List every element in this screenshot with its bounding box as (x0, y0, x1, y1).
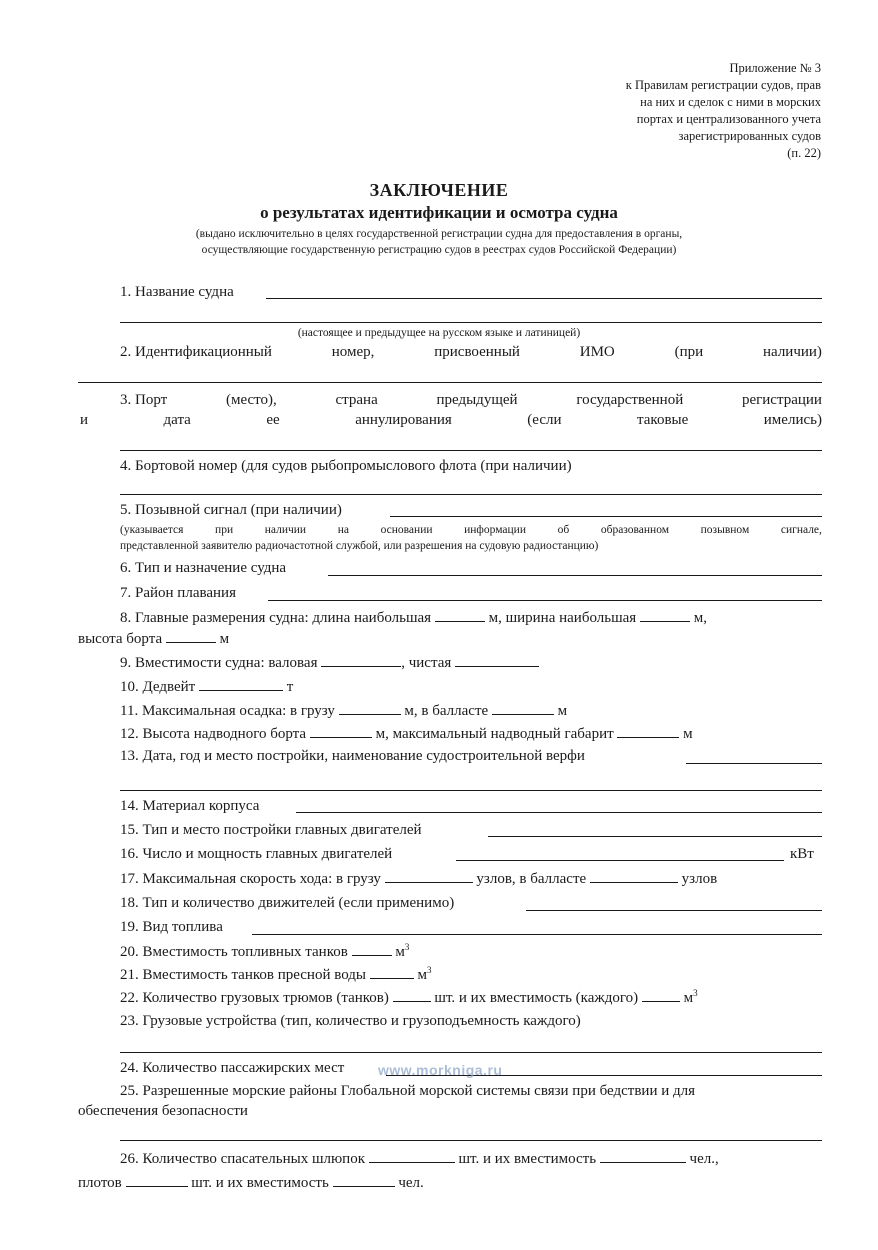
field-1-input[interactable] (266, 298, 822, 299)
field-23-input[interactable] (120, 1052, 822, 1053)
appendix-line: на них и сделок с ними в морских (640, 95, 821, 109)
field-12-unit: м (683, 726, 693, 742)
rafts-count-input[interactable] (126, 1172, 188, 1187)
word: номер, (331, 344, 375, 360)
field-4-label: 4. Бортовой номер (для судов рыбопромыслового флота (при наличии) (120, 458, 572, 474)
field-2-input[interactable] (78, 382, 822, 383)
field-18-label: 18. Тип и количество движителей (если применимо) (120, 895, 455, 911)
field-5-input[interactable] (390, 516, 822, 517)
field-1-hint: (настоящее и предыдущее на русском языке и латиницей) (297, 327, 581, 339)
field-9-sep: , чистая (401, 655, 452, 671)
field-8-label: 8. Главные размерения судна: длина наибольшая (120, 610, 432, 626)
word: (при (674, 344, 704, 360)
word: аннулирования (355, 412, 452, 428)
exponent: 3 (693, 988, 698, 998)
word: наличии (264, 524, 307, 536)
field-19-input[interactable] (252, 934, 822, 935)
speed-loaded-input[interactable] (385, 868, 473, 883)
air-draft-input[interactable] (617, 723, 679, 738)
field-7-input[interactable] (268, 600, 822, 601)
freeboard-input[interactable] (310, 723, 372, 738)
field-13-label: 13. Дата, год и место постройки, наименование судостроительной верфи (120, 748, 585, 764)
field-13-input[interactable] (686, 763, 822, 764)
field-26-unit: чел. (398, 1175, 424, 1191)
field-9 (120, 652, 539, 673)
field-5-label: 5. Позывной сигнал (при наличии) (120, 502, 342, 518)
word: регистрации (741, 392, 822, 408)
word: образованном (600, 524, 670, 536)
freshwater-tanks-input[interactable] (370, 964, 414, 979)
field-15-input[interactable] (488, 836, 822, 837)
field-2-label (120, 342, 822, 362)
field-17-unit: узлов, в балласте (476, 871, 587, 887)
word: имелись) (763, 412, 822, 428)
watermark: www.morkniga.ru (378, 1062, 503, 1078)
field-12-unit: м, максимальный надводный габарит (375, 726, 614, 742)
word: (если (527, 412, 562, 428)
exponent: 3 (427, 965, 432, 975)
field-21-label: 21. Вместимость танков пресной воды (120, 967, 366, 983)
field-11-unit: м (557, 703, 568, 719)
field-8-unit: м, (693, 610, 707, 626)
field-5-hint-line2: представленной заявителю радиочастотной службой, или разрешения на судовую радиостанцию) (120, 540, 599, 552)
field-6-label: 6. Тип и назначение судна (120, 560, 287, 576)
field-12 (120, 723, 693, 744)
field-25-input[interactable] (120, 1140, 822, 1141)
fuel-tanks-input[interactable] (352, 941, 392, 956)
field-8-unit: м (219, 631, 230, 647)
field-22 (120, 987, 698, 1008)
net-tonnage-input[interactable] (455, 652, 539, 667)
field-26-unit: чел., (689, 1151, 719, 1167)
field-10 (120, 676, 293, 697)
note-line: осуществляющие государственную регистрацию судов в реестрах судов Российской Федерации) (201, 244, 677, 256)
note-line: (выдано исключительно в целях государственной регистрации судна для предоставления в органы, (195, 228, 683, 240)
word: дата (163, 412, 191, 428)
field-26-line1 (120, 1148, 719, 1169)
appendix-line: портах и централизованного учета (636, 112, 821, 126)
field-1-input-line2[interactable] (120, 322, 822, 323)
word: 2. Идентификационный (120, 344, 272, 360)
field-21 (120, 964, 432, 985)
appendix-line: Приложение № 3 (729, 61, 821, 75)
gross-tonnage-input[interactable] (321, 652, 401, 667)
exponent: 3 (404, 942, 410, 952)
field-16-input[interactable] (456, 860, 784, 861)
field-3-label-line1 (120, 390, 822, 410)
word: информации (464, 524, 526, 536)
field-22-label: 22. Количество грузовых трюмов (танков) (120, 990, 389, 1006)
field-11-unit: м, в балласте (404, 703, 489, 719)
word: сигнале, (780, 524, 822, 536)
word: присвоенный (434, 344, 520, 360)
field-20-label: 20. Вместимость топливных танков (120, 944, 348, 960)
field-8-line2 (78, 628, 229, 649)
field-15-label: 15. Тип и место постройки главных двигателей (120, 822, 422, 838)
field-5-hint-line1 (120, 522, 822, 538)
field-3-label-line2 (80, 410, 822, 430)
height-input[interactable] (166, 628, 216, 643)
holds-capacity-input[interactable] (642, 987, 680, 1002)
word: предыдущей (436, 392, 518, 408)
field-11 (120, 700, 567, 721)
field-16-unit: кВт (790, 846, 814, 862)
word: позывном (700, 524, 750, 536)
field-17-label: 17. Максимальная скорость хода: в грузу (120, 871, 381, 887)
field-10-unit: т (286, 679, 294, 695)
field-26-label: 26. Количество спасательных шлюпок (120, 1151, 365, 1167)
appendix-reference (626, 60, 821, 162)
word: ее (266, 412, 280, 428)
field-25-label-line1: 25. Разрешенные морские районы Глобальной морской системы связи при бедствии и для (120, 1083, 696, 1099)
field-17 (120, 868, 717, 889)
word: 3. Порт (120, 392, 168, 408)
field-21-unit: м (417, 967, 427, 983)
word: страна (335, 392, 378, 408)
lifeboats-count-input[interactable] (369, 1148, 455, 1163)
field-6-input[interactable] (328, 575, 822, 576)
field-26-unit: шт. и их вместимость (191, 1175, 329, 1191)
field-7-label: 7. Район плавания (120, 585, 236, 601)
field-14-input[interactable] (296, 812, 822, 813)
word: (место), (225, 392, 277, 408)
word: таковые (637, 412, 689, 428)
word: ИМО (579, 344, 615, 360)
length-input[interactable] (435, 607, 485, 622)
field-10-label: 10. Дедвейт (120, 679, 196, 695)
document-title: ЗАКЛЮЧЕНИЕ (369, 180, 509, 200)
word: (указывается (120, 524, 184, 536)
field-18-input[interactable] (526, 910, 822, 911)
word: и (80, 412, 89, 428)
document-purpose-note (100, 226, 778, 258)
field-26-unit: шт. и их вместимость (458, 1151, 597, 1167)
draft-loaded-input[interactable] (339, 700, 401, 715)
field-1-label: 1. Название судна (120, 284, 234, 300)
field-20 (120, 941, 409, 962)
speed-ballast-input[interactable] (590, 868, 678, 883)
field-8-line1 (120, 607, 707, 628)
field-11-label: 11. Максимальная осадка: в грузу (120, 703, 335, 719)
width-input[interactable] (640, 607, 690, 622)
word: об (557, 524, 570, 536)
document-subtitle: о результатах идентификации и осмотра судна (260, 203, 618, 222)
field-3-input[interactable] (120, 450, 822, 451)
field-8-label2: высота борта (78, 631, 163, 647)
field-22-unit: шт. и их вместимость (каждого) (434, 990, 639, 1006)
appendix-line: зарегистрированных судов (678, 129, 821, 143)
field-8-unit: м, ширина наибольшая (488, 610, 637, 626)
word: на (337, 524, 349, 536)
field-13-input-line2[interactable] (120, 790, 822, 791)
rafts-capacity-input[interactable] (333, 1172, 395, 1187)
field-26-label2: плотов (78, 1175, 122, 1191)
field-24-label: 24. Количество пассажирских мест (120, 1060, 345, 1076)
appendix-line: (п. 22) (787, 146, 821, 160)
field-23-label: 23. Грузовые устройства (тип, количество и грузоподъемность каждого) (120, 1013, 581, 1029)
word: государственной (576, 392, 684, 408)
word: наличии) (763, 344, 822, 360)
field-14-label: 14. Материал корпуса (120, 798, 260, 814)
draft-ballast-input[interactable] (492, 700, 554, 715)
field-26-line2 (78, 1172, 424, 1193)
field-17-unit: узлов (681, 871, 718, 887)
field-4-input[interactable] (120, 494, 822, 495)
field-20-unit: м (395, 944, 405, 960)
field-9-label: 9. Вместимости судна: валовая (120, 655, 318, 671)
field-22-unit: м (683, 990, 694, 1006)
appendix-line: к Правилам регистрации судов, прав (625, 78, 821, 92)
field-16-label: 16. Число и мощность главных двигателей (120, 846, 393, 862)
deadweight-input[interactable] (199, 676, 283, 691)
word: основании (380, 524, 433, 536)
field-25-label-line2: обеспечения безопасности (78, 1103, 248, 1119)
field-19-label: 19. Вид топлива (120, 919, 223, 935)
word: при (215, 524, 234, 536)
field-12-label: 12. Высота надводного борта (120, 726, 307, 742)
holds-count-input[interactable] (393, 987, 431, 1002)
lifeboats-capacity-input[interactable] (600, 1148, 686, 1163)
